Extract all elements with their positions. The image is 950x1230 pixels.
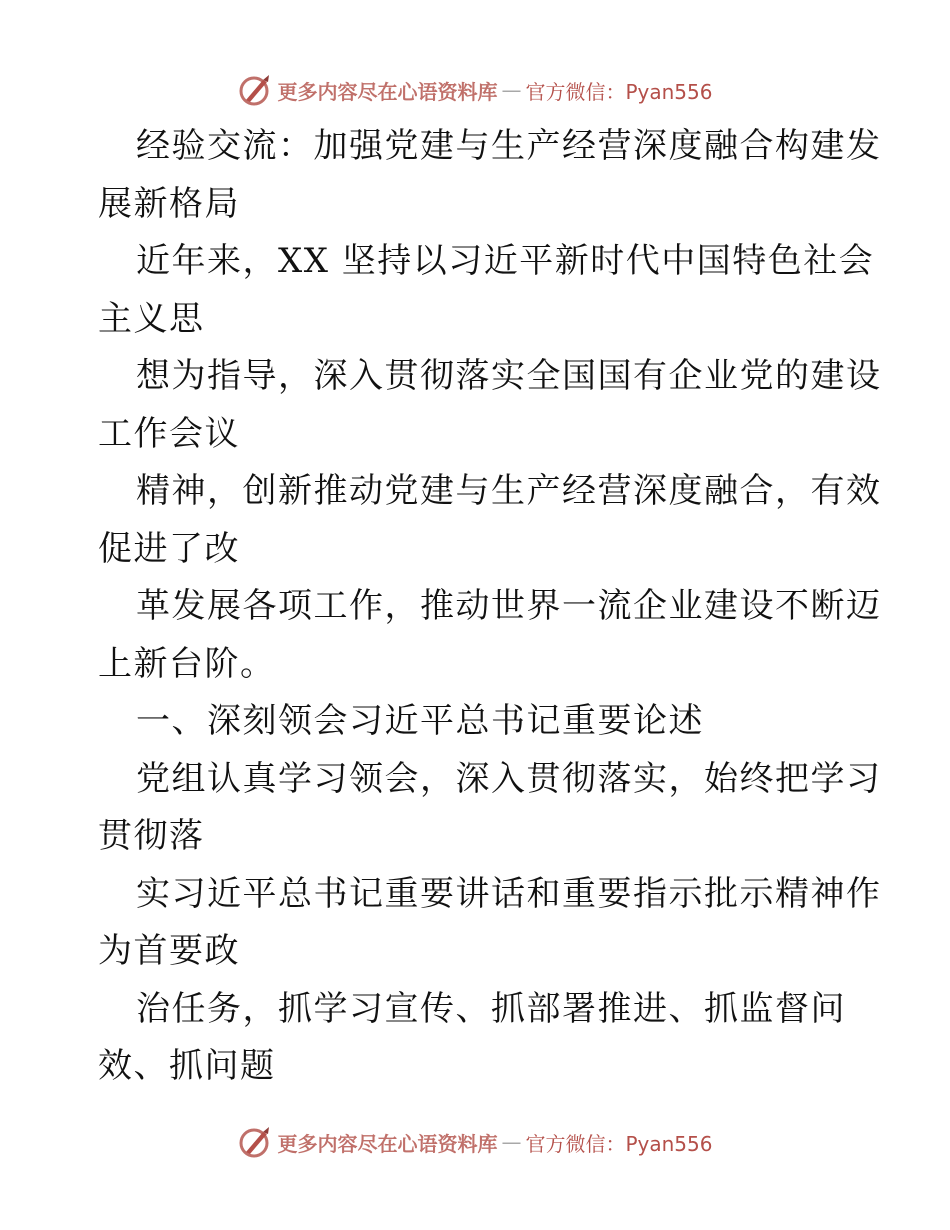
document-body bbox=[98, 118, 882, 1096]
paragraph-line: 党组认真学习领会，深入贯彻落实，始终把学习 bbox=[136, 758, 882, 799]
banner-contact-text: 官方微信：Pyan556 bbox=[525, 1131, 713, 1156]
banner-contact-text: 官方微信：Pyan556 bbox=[525, 79, 713, 104]
banner-separator: — bbox=[501, 78, 522, 102]
paragraph-line: 革发展各项工作，推动世界一流企业建设不断迈 bbox=[136, 586, 882, 626]
title-line-1: 经验交流：加强党建与生产经营深度融合构建发 bbox=[136, 126, 882, 166]
paragraph-line: 贯彻落 bbox=[98, 816, 205, 856]
paragraph-line: 工作会议 bbox=[98, 413, 240, 454]
header-banner bbox=[0, 72, 950, 108]
paragraph-line: 实习近平总书记重要讲话和重要指示批示精神作 bbox=[136, 873, 882, 914]
paragraph-line: 促进了改 bbox=[98, 528, 240, 569]
banner-site-text: 更多内容尽在心语资料库 bbox=[277, 79, 498, 104]
paragraph-line: 上新台阶。 bbox=[98, 643, 276, 684]
paragraph-line: 效、抓问题 bbox=[98, 1046, 276, 1086]
paragraph-line: 想为指导，深入贯彻落实全国国有企业党的建设 bbox=[136, 356, 882, 396]
footer-banner bbox=[0, 1124, 950, 1160]
banner-separator: — bbox=[501, 1130, 522, 1154]
paragraph-line: 精神，创新推动党建与生产经营深度融合，有效 bbox=[136, 471, 882, 511]
quill-pen-logo-icon bbox=[237, 1124, 273, 1160]
title-line-2: 展新格局 bbox=[98, 183, 240, 224]
paragraph-line: 主义思 bbox=[98, 298, 205, 339]
banner-site-text: 更多内容尽在心语资料库 bbox=[277, 1131, 498, 1156]
paragraph-line: 为首要政 bbox=[98, 931, 240, 971]
paragraph-line: 近年来，XX 坚持以习近平新时代中国特色社会 bbox=[136, 241, 875, 281]
section-heading: 一、深刻领会习近平总书记重要论述 bbox=[136, 701, 704, 741]
paragraph-line: 治任务，抓学习宣传、抓部署推进、抓监督问 bbox=[136, 988, 846, 1029]
quill-pen-logo-icon bbox=[237, 72, 273, 108]
